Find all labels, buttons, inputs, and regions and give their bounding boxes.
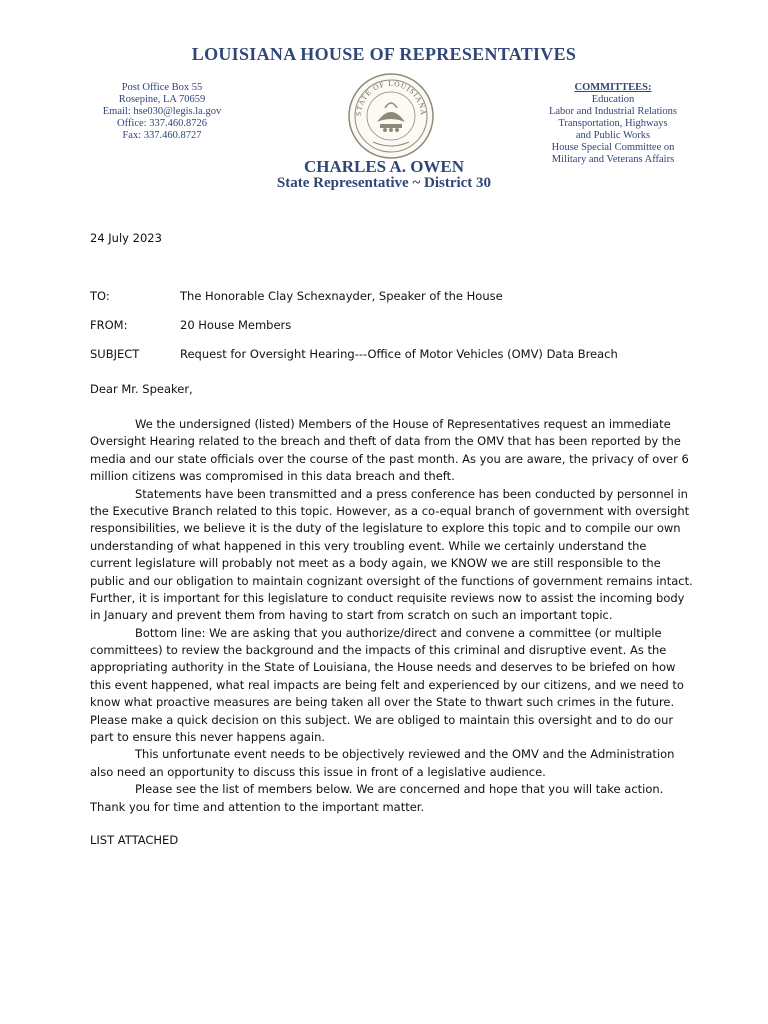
body-line: committees) to review the background and the impacts of this criminal and disruptive event. As the [90,643,667,658]
body-line: million citizens was compromised in this data breach and theft. [90,469,455,484]
subject-label: SUBJECT [90,347,140,361]
committees-list [528,82,698,166]
body-line: responsibilities, we believe it is the duty of the legislature to explore this topic and to compile our own [90,521,681,536]
body-line: current legislature will probably not meet as a body again, we KNOW we are still responsible to the [90,556,661,571]
body-line: public and our obligation to maintain cognizant oversight of the functions of government remains intact. [90,573,693,588]
body-line: media and our state officials over the course of the past month. As you are aware, the privacy of over 6 [90,451,689,466]
representative-name: CHARLES A. OWEN [303,157,465,176]
committees-heading: COMMITTEES: [574,82,652,93]
body-line: Please make a quick decision on this subject. We are obliged to maintain this oversight and to do our [90,712,674,727]
body-line: Further, it is important for this legislature to conduct requisite reviews now to assist the incoming body [90,590,685,605]
to-label: TO: [90,289,110,303]
address-line: Fax: 337.460.8727 [122,130,202,141]
address-line: Email: hse030@legis.la.gov [102,106,222,117]
from-value: 20 House Members [180,318,292,332]
address-line: Rosepine, LA 70659 [118,94,206,105]
salutation: Dear Mr. Speaker, [90,382,193,396]
seal-text: STATE OF LOUISIANA [353,79,429,117]
address-line: Office: 337.460.8726 [117,118,207,129]
body-line: in January and prevent them from having to start from scratch on such an important topic. [90,608,613,623]
body-line: understanding of what happened in this very troubling event. While we certainly understand the [90,538,647,553]
contact-address [82,82,242,142]
to-value: The Honorable Clay Schexnayder, Speaker of the House [180,289,503,303]
address-line: Post Office Box 55 [121,82,203,93]
body-line: This unfortunate event needs to be objectively reviewed and the OMV and the Administration [135,747,675,762]
body-line: Statements have been transmitted and a press conference has been conducted by personnel in [135,486,688,501]
committee-item: House Special Committee on [551,142,675,153]
body-line: know what proactive measures are being taken all over the State to thwart such crimes in the future. [90,695,675,710]
letter-date: 24 July 2023 [90,231,162,245]
letter-body [90,416,693,816]
committee-item: and Public Works [575,130,651,141]
list-attached: LIST ATTACHED [90,833,179,847]
body-line: also need an opportunity to discuss this issue in front of a legislative audience. [90,764,546,779]
letterhead-title: LOUISIANA HOUSE OF REPRESENTATIVES [191,44,577,64]
subject-value: Request for Oversight Hearing---Office of Motor Vehicles (OMV) Data Breach [180,347,618,361]
committee-item: Military and Veterans Affairs [551,154,675,165]
body-line: We the undersigned (listed) Members of the House of Representatives request an immediate [135,417,671,431]
committee-item: Education [591,94,635,105]
body-line: part to ensure this never happens again. [90,730,326,745]
body-line: Bottom line: We are asking that you authorize/direct and convene a committee (or multiple [135,625,662,640]
committee-item: Labor and Industrial Relations [548,106,677,117]
body-line: Thank you for time and attention to the important matter. [90,799,425,814]
body-line: this event happened, what real impacts are being felt and experienced by our citizens, and we need to [90,677,684,692]
body-line: Please see the list of members below. We are concerned and hope that you will take action. [135,782,664,797]
body-line: appropriating authority in the State of Louisiana, the House needs and deserves to be briefed on how [90,660,676,675]
committee-item: Transportation, Highways [558,118,668,129]
from-label: FROM: [90,318,128,332]
body-line: Oversight Hearing related to the breach and theft of data from the OMV that has been reported by the [90,434,681,449]
state-seal-icon [347,72,435,160]
representative-position: State Representative ~ District 30 [276,175,492,191]
body-line: the Executive Branch related to this topic. However, as a co-equal branch of government with oversight [90,503,690,518]
